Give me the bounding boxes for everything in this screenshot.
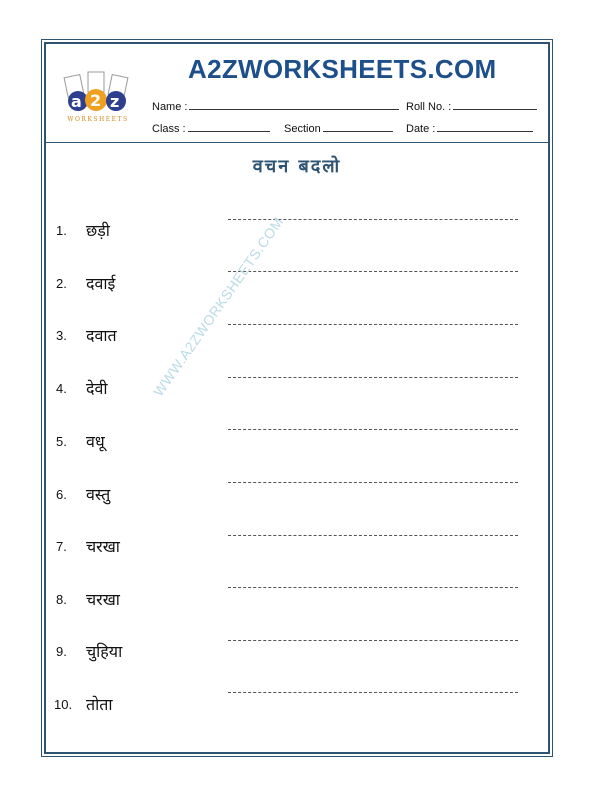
answer-line[interactable] [228, 324, 518, 325]
question-number: 10. [54, 697, 73, 712]
question-word: छड़ी [86, 221, 110, 240]
question-word: चरखा [86, 590, 120, 609]
svg-text:a: a [71, 92, 82, 111]
section-line[interactable] [323, 122, 393, 132]
exercise-title: वचन बदलो [252, 156, 342, 177]
question-number: 6. [56, 487, 67, 502]
rollno-line[interactable] [453, 100, 537, 110]
date-label: Date : [406, 123, 436, 135]
question-number: 5. [56, 434, 67, 449]
question-number: 7. [56, 539, 67, 554]
question-number: 3. [56, 328, 67, 343]
question-number: 4. [56, 381, 67, 396]
question-number: 9. [56, 644, 67, 659]
name-label: Name : [152, 101, 188, 113]
logo-caption: WORKSHEETS [67, 116, 129, 123]
a2z-logo [58, 70, 138, 130]
question-number: 2. [56, 276, 67, 291]
logo-graphic [58, 70, 138, 116]
question-word: वस्तु [86, 485, 111, 504]
answer-line[interactable] [228, 692, 518, 693]
question-word: चरखा [86, 537, 120, 556]
answer-line[interactable] [228, 429, 518, 430]
svg-text:2: 2 [90, 91, 102, 110]
answer-line[interactable] [228, 640, 518, 641]
watermark: WWW.A2ZWORKSHEETS.COM [150, 213, 287, 400]
question-word: तोता [86, 695, 113, 714]
question-word: दवात [86, 326, 117, 345]
question-word: देवी [86, 379, 108, 398]
class-label: Class : [152, 123, 186, 135]
answer-line[interactable] [228, 377, 518, 378]
date-line[interactable] [437, 122, 533, 132]
site-title: A2ZWORKSHEETS.COM [188, 54, 497, 84]
class-field[interactable] [152, 122, 270, 135]
answer-line[interactable] [228, 587, 518, 588]
answer-line[interactable] [228, 482, 518, 483]
section-field[interactable] [284, 122, 393, 135]
rollno-field[interactable] [406, 100, 537, 113]
svg-text:z: z [110, 92, 120, 111]
name-field[interactable] [152, 100, 399, 113]
answer-line[interactable] [228, 535, 518, 536]
section-label: Section [284, 123, 321, 135]
question-word: चुहिया [86, 642, 123, 661]
worksheet-frame [44, 42, 550, 754]
answer-line[interactable] [228, 271, 518, 272]
class-line[interactable] [188, 122, 270, 132]
question-number: 1. [56, 223, 67, 238]
date-field[interactable] [406, 122, 533, 135]
name-line[interactable] [189, 100, 399, 110]
question-word: वधू [86, 432, 105, 451]
question-word: दवाई [86, 274, 116, 293]
rollno-label: Roll No. : [406, 101, 452, 113]
question-number: 8. [56, 592, 67, 607]
worksheet-header [46, 44, 548, 143]
